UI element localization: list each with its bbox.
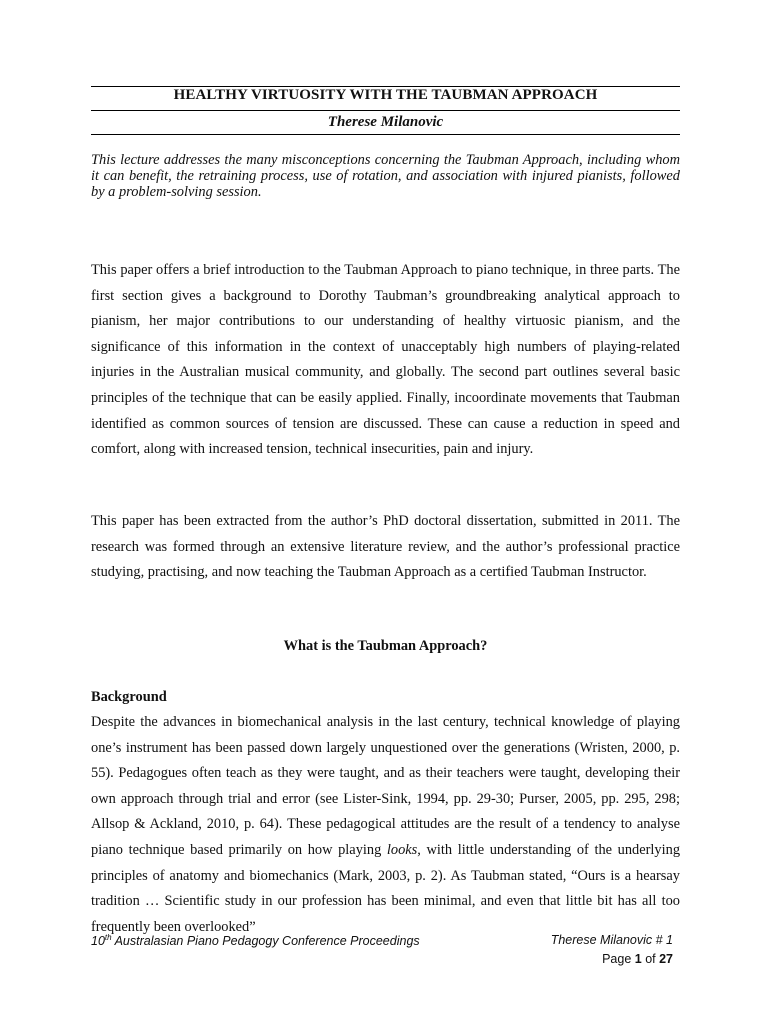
intro-paragraph: This paper offers a brief introduction to the Taubman Approach to piano technique, in three parts. The first section gives a background to Dorothy Taubman’s groundbreaking analytical approach to pianism, her major contributions to our understanding of healthy virtuosic pianism, and the significance of this information in the context of unacceptably high numbers of playing-related injuries in the Australian musical community, and globally. The second part outlines several basic principles of the technique that can be easily applied. Finally, incoordinate movements that Taubman identified as common sources of tension are discussed. These can cause a reduction in speed and comfort, along with increased tension, technical insecurities, pain and injury. [91,262,680,458]
source-paragraph: This paper has been extracted from the author’s PhD doctoral dissertation, submitted in 2011. The research was formed through an extensive literature review, and the author’s professional practice studying, practising, and now teaching the Taubman Approach as a certified Taubman Instructor. [91,513,680,581]
footer-conference-ordinal: th [104,933,112,942]
page-total: 27 [659,952,673,966]
page-number [602,952,673,966]
page-of: of [641,952,660,966]
paper-title: HEALTHY VIRTUOSITY WITH THE TAUBMAN APPROACH [173,87,598,103]
author-bottom-rule [91,134,680,135]
background-emphasis: looks [386,841,418,858]
title-bottom-rule [91,110,680,111]
abstract: This lecture addresses the many misconceptions concerning the Taubman Approach, including whom it can benefit, the retraining process, use of rotation, and association with injured pianists, followed by a problem-solving session. [91,152,680,200]
footer-author-ref: Therese Milanovic # 1 [550,933,673,947]
footer-conference [91,933,420,948]
background-text-part2: , with little understanding of the underlying principles of anatomy and biomechanics (Mark, 2003, p. 2). As Taubman stated, “Ours is a hearsay tradition … Scientific study in our profession has been minimal, and even that little bit has all too frequently been overlooked” [91,841,681,935]
author-name: Therese Milanovic [327,114,444,130]
page-current: 1 [634,952,642,966]
subheading-background: Background [91,689,167,705]
background-paragraph [91,710,680,940]
page-label: Page [602,952,635,966]
background-text-part1: Despite the advances in biomechanical analysis in the last century, technical knowledge of playing one’s instrument has been passed down largely unquestioned over the generations (Wristen, 2000, p. 55). Pedagogues often teach as they were taught, and as their teachers were taught, developing their own approach through trial and error (see Lister-Sink, 1994, pp. 29-30; Purser, 2005, pp. 295, 298; Allsop & Ackland, 2010, p. 64). These pedagogical attitudes are the result of a tendency to analyse piano technique based primarily on how playing [91,714,680,858]
footer-conference-title: Australasian Piano Pedagogy Conference Proceedings [111,934,420,949]
section-heading: What is the Taubman Approach? [283,638,488,654]
footer-conference-number: 10 [91,934,105,949]
